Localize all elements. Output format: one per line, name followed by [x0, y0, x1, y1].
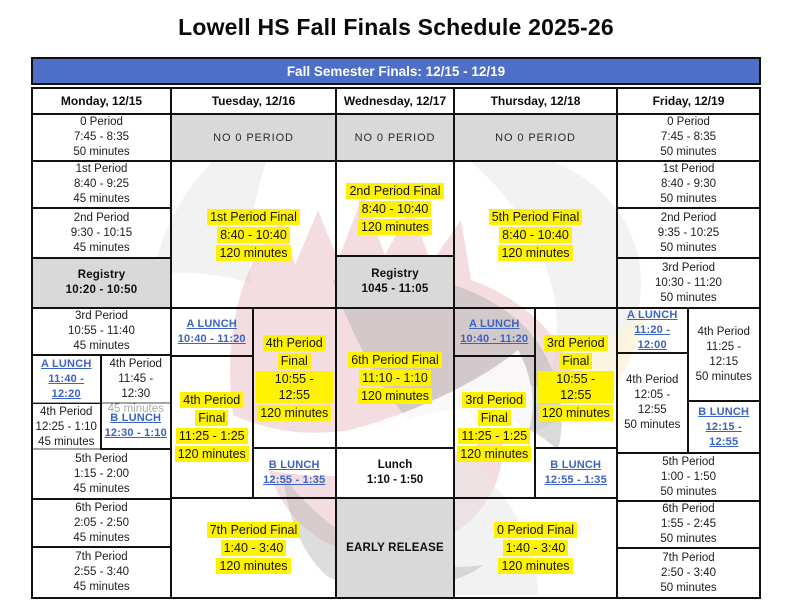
friday-cell-line: 5th Period — [662, 455, 715, 468]
wednesday-lunch-cell — [337, 449, 453, 499]
friday-cell-line[interactable]: 12:15 - 12:55 — [705, 420, 742, 448]
thursday-cell-line: 0 Period Final — [494, 522, 577, 538]
tuesday-cell-line: 10:55 - 12:55 — [256, 371, 334, 403]
wednesday-cell-line: EARLY RELEASE — [346, 541, 444, 554]
thursday-3rd-period-cell — [455, 357, 534, 497]
thursday-cell-line[interactable]: A LUNCH — [469, 318, 520, 330]
monday-cell-line: 45 minutes — [73, 482, 130, 495]
tuesday-cell-line: 4th Period — [180, 392, 243, 408]
monday-cell-line: 4th Period — [109, 358, 162, 370]
friday-6th-period-cell — [618, 502, 759, 549]
day-header-tuesday: Tuesday, 12/16 — [172, 89, 337, 113]
monday-cell-line: 5th Period — [75, 452, 128, 465]
day-column-wednesday — [337, 115, 455, 597]
monday-3rd-period-cell — [33, 309, 170, 356]
monday-cell-line: 7th Period — [75, 551, 128, 563]
tuesday-cell-line: 8:40 - 10:40 — [217, 227, 290, 243]
wednesday-cell-line: 2nd Period Final — [346, 183, 443, 199]
friday-cell-line: 2:50 - 3:40 — [661, 566, 716, 579]
semester-banner-label: Fall Semester Finals: 12/15 - 12/19 — [286, 63, 506, 79]
wednesday-cell-line: 8:40 - 10:40 — [359, 201, 432, 217]
monday-4th-period-cell — [33, 404, 100, 451]
thursday-split-row — [455, 309, 616, 499]
thursday-cell-line: 3rd Period — [544, 335, 608, 351]
thursday-no-0-period-cell — [455, 115, 616, 162]
tuesday-cell-line: NO 0 PERIOD — [213, 131, 294, 144]
monday-cell-line: 10:20 - 10:50 — [65, 284, 138, 296]
thursday-5th-period-final-cell — [455, 162, 616, 309]
day-column-thursday — [455, 115, 618, 597]
friday-left-subcolumn — [618, 309, 689, 452]
schedule-table — [31, 57, 761, 599]
tuesday-7th-period-final-cell — [172, 499, 335, 597]
friday-2nd-period-cell — [618, 209, 759, 259]
monday-cell-line: 10:55 - 11:40 — [68, 325, 135, 337]
day-header-wednesday: Wednesday, 12/17 — [337, 89, 455, 113]
friday-cell-line: 11:25 - 12:15 — [706, 340, 742, 368]
day-header-monday: Monday, 12/15 — [33, 89, 172, 113]
thursday-cell-line[interactable]: B LUNCH — [550, 459, 602, 471]
wednesday-cell-line: NO 0 PERIOD — [354, 131, 436, 144]
day-header-friday: Friday, 12/19 — [652, 94, 725, 108]
tuesday-cell-line: Final — [195, 410, 228, 426]
tuesday-right-subcolumn — [254, 309, 336, 497]
monday-split-row — [33, 356, 170, 404]
monday-cell-line: 2nd Period — [73, 211, 130, 224]
wednesday-cell-line: 11:10 - 1:10 — [359, 370, 431, 386]
wednesday-cell-line: 6th Period Final — [348, 352, 442, 368]
friday-cell-line: 50 minutes — [660, 485, 717, 498]
tuesday-split-row — [172, 309, 335, 499]
monday-5th-period-cell — [33, 450, 170, 500]
wednesday-cell-line: 120 minutes — [358, 388, 432, 404]
thursday-cell-line: 10:55 - 12:55 — [538, 371, 615, 403]
monday-cell-line: 2:55 - 3:40 — [74, 566, 129, 578]
friday-a-lunch-cell[interactable] — [618, 309, 687, 354]
tuesday-cell-line: 4th Period — [263, 335, 326, 351]
monday-cell-line: 7:45 - 8:35 — [74, 131, 129, 143]
monday-cell-line: 45 minutes — [73, 193, 130, 205]
friday-cell-line[interactable]: A LUNCH — [627, 309, 678, 321]
thursday-a-lunch-cell[interactable] — [455, 309, 534, 357]
thursday-cell-line[interactable]: 12:55 - 1:35 — [544, 474, 607, 486]
friday-cell-line: 50 minutes — [660, 193, 717, 205]
wednesday-cell-line: 1045 - 11:05 — [361, 283, 429, 295]
wednesday-cell-line: Registry — [371, 268, 419, 280]
friday-split-row — [618, 309, 759, 454]
friday-cell-line: 1:00 - 1:50 — [661, 470, 716, 483]
monday-cell-line: 11:45 - 12:30 — [118, 373, 154, 400]
day-header-thursday: Thursday, 12/18 — [455, 89, 618, 113]
friday-cell-line: 7:45 - 8:35 — [661, 131, 716, 143]
friday-cell-line: 50 minutes — [695, 370, 752, 383]
thursday-cell-line[interactable]: 10:40 - 11:20 — [460, 333, 529, 345]
wednesday-early-release-cell — [337, 499, 453, 597]
thursday-0-period-final-cell — [455, 499, 616, 597]
thursday-cell-line: 3rd Period — [462, 392, 526, 408]
friday-cell-line: 8:40 - 9:30 — [661, 178, 716, 190]
friday-1st-period-cell — [618, 162, 759, 209]
friday-right-subcolumn — [689, 309, 760, 452]
thursday-cell-line: 5th Period Final — [489, 209, 583, 225]
tuesday-cell-line[interactable]: 12:55 - 1:35 — [263, 474, 326, 486]
monday-right-subcolumn — [102, 356, 171, 402]
thursday-cell-line: Final — [559, 353, 592, 369]
tuesday-1st-period-final-cell — [172, 162, 335, 309]
monday-7th-period-cell — [33, 548, 170, 597]
thursday-cell-line: NO 0 PERIOD — [495, 131, 576, 144]
monday-cell-line: 2:05 - 2:50 — [74, 516, 129, 529]
tuesday-cell-line: 1st Period Final — [207, 209, 300, 225]
friday-cell-line: 12:05 - 12:55 — [634, 389, 671, 416]
tuesday-cell-line: 120 minutes — [216, 558, 290, 574]
friday-cell-line: 50 minutes — [660, 291, 717, 304]
page-title: Lowell HS Fall Finals Schedule 2025-26 — [178, 14, 614, 40]
thursday-cell-line: 120 minutes — [457, 446, 531, 462]
monday-2nd-period-cell — [33, 209, 170, 259]
monday-left-subcolumn — [33, 356, 102, 402]
tuesday-no-0-period-cell — [172, 115, 335, 162]
wednesday-cell-line: 1:10 - 1:50 — [366, 474, 424, 486]
tuesday-cell-line: 120 minutes — [175, 446, 249, 462]
friday-cell-line: 2nd Period — [660, 211, 717, 224]
monday-cell-line: 45 minutes — [73, 340, 130, 352]
monday-cell-line: 8:40 - 9:25 — [74, 178, 129, 190]
day-column-tuesday — [172, 115, 337, 597]
tuesday-left-subcolumn — [172, 309, 254, 497]
monday-cell-line: 4th Period — [40, 406, 93, 418]
schedule-grid — [31, 87, 761, 599]
semester-banner — [31, 57, 761, 85]
tuesday-cell-line: 120 minutes — [257, 405, 331, 421]
friday-cell-line: 9:35 - 10:25 — [657, 226, 720, 239]
friday-5th-period-cell — [618, 454, 759, 502]
friday-cell-line[interactable]: B LUNCH — [698, 405, 750, 418]
day-header-row — [33, 89, 759, 115]
monday-cell-line: 12:25 - 1:10 — [35, 421, 97, 433]
wednesday-registry-cell — [337, 257, 453, 309]
monday-cell-line: Registry — [77, 269, 126, 281]
thursday-cell-line: Final — [478, 410, 511, 426]
monday-b-lunch-cell[interactable] — [102, 404, 171, 448]
monday-registry-cell — [33, 259, 170, 309]
friday-7th-period-cell — [618, 549, 759, 597]
friday-cell-line: 0 Period — [667, 116, 710, 128]
thursday-cell-line: 120 minutes — [498, 245, 572, 261]
monday-cell-line: 45 minutes — [73, 581, 130, 593]
tuesday-cell-line: 11:25 - 1:25 — [176, 428, 248, 444]
monday-cell-line[interactable]: 12:30 - 1:10 — [104, 427, 167, 439]
thursday-cell-line: 1:40 - 3:40 — [503, 540, 569, 556]
friday-cell-line: 1st Period — [662, 163, 715, 175]
monday-left-subcolumn — [33, 404, 102, 448]
friday-cell-line: 7th Period — [662, 551, 715, 564]
friday-4th-period-cell — [618, 354, 687, 452]
wednesday-cell-line: Lunch — [377, 459, 413, 471]
tuesday-cell-line: 1:40 - 3:40 — [221, 540, 287, 556]
friday-cell-line: 6th Period — [662, 503, 715, 515]
friday-cell-line[interactable]: 11:20 - 12:00 — [634, 324, 671, 351]
friday-cell-line: 50 minutes — [624, 419, 681, 431]
tuesday-a-lunch-cell[interactable] — [172, 309, 252, 357]
friday-cell-line: 4th Period — [697, 325, 750, 338]
monday-right-subcolumn — [102, 404, 171, 448]
friday-4th-period-cell — [689, 309, 760, 402]
tuesday-cell-line[interactable]: A LUNCH — [186, 318, 237, 330]
monday-6th-period-cell — [33, 500, 170, 548]
monday-cell-line: 0 Period — [80, 116, 123, 128]
friday-cell-line: 1:55 - 2:45 — [661, 518, 716, 530]
friday-0-period-cell — [618, 115, 759, 162]
thursday-3rd-period-cell — [536, 309, 617, 449]
monday-cell-line[interactable]: 11:40 - 12:20 — [48, 373, 85, 400]
tuesday-cell-line[interactable]: 10:40 - 11:20 — [177, 333, 246, 345]
thursday-cell-line: 8:40 - 10:40 — [499, 227, 572, 243]
schedule-body — [33, 115, 759, 597]
monday-cell-line: 45 minutes — [73, 531, 130, 544]
day-column-friday — [618, 115, 759, 597]
monday-cell-line: 45 minutes — [38, 436, 95, 448]
friday-b-lunch-cell[interactable] — [689, 402, 760, 452]
monday-cell-line: 9:30 - 10:15 — [70, 226, 133, 239]
thursday-left-subcolumn — [455, 309, 536, 497]
thursday-cell-line: 11:25 - 1:25 — [458, 428, 530, 444]
monday-cell-line[interactable]: A LUNCH — [41, 358, 92, 370]
friday-cell-line: 50 minutes — [660, 533, 717, 545]
friday-cell-line: 4th Period — [626, 374, 679, 386]
thursday-cell-line: 120 minutes — [498, 558, 572, 574]
monday-cell-line: 1st Period — [75, 163, 128, 175]
monday-cell-line: 1:15 - 2:00 — [74, 467, 129, 480]
thursday-b-lunch-cell[interactable] — [536, 449, 617, 497]
friday-cell-line: 3rd Period — [661, 261, 716, 274]
monday-cell-line[interactable]: B LUNCH — [110, 412, 162, 424]
monday-cell-line: 50 minutes — [73, 146, 130, 158]
wednesday-6th-period-final-cell — [337, 309, 453, 449]
wednesday-2nd-period-final-cell — [337, 162, 453, 257]
tuesday-cell-line: Final — [278, 353, 311, 369]
tuesday-cell-line: 120 minutes — [216, 245, 290, 261]
monday-cell-line: 45 minutes — [73, 241, 130, 254]
thursday-cell-line: 120 minutes — [539, 405, 613, 421]
friday-cell-line: 50 minutes — [660, 581, 717, 594]
monday-split-row — [33, 404, 170, 450]
monday-cell-line: 3rd Period — [74, 310, 129, 322]
monday-1st-period-cell — [33, 162, 170, 209]
tuesday-b-lunch-cell[interactable] — [254, 449, 336, 497]
tuesday-cell-line[interactable]: B LUNCH — [268, 459, 320, 471]
thursday-right-subcolumn — [536, 309, 617, 497]
tuesday-cell-line: 7th Period Final — [207, 522, 301, 538]
wednesday-cell-line: 120 minutes — [358, 219, 432, 235]
friday-cell-line: 10:30 - 11:20 — [655, 276, 722, 289]
tuesday-4th-period-cell — [172, 357, 252, 497]
tuesday-4th-period-cell — [254, 309, 336, 449]
monday-a-lunch-cell[interactable] — [33, 356, 100, 403]
friday-3rd-period-cell — [618, 259, 759, 309]
friday-cell-line: 50 minutes — [660, 241, 717, 254]
friday-cell-line: 50 minutes — [660, 146, 717, 158]
monday-cell-line: 6th Period — [75, 501, 128, 514]
day-column-monday — [33, 115, 172, 597]
monday-0-period-cell — [33, 115, 170, 162]
wednesday-no-0-period-cell — [337, 115, 453, 162]
